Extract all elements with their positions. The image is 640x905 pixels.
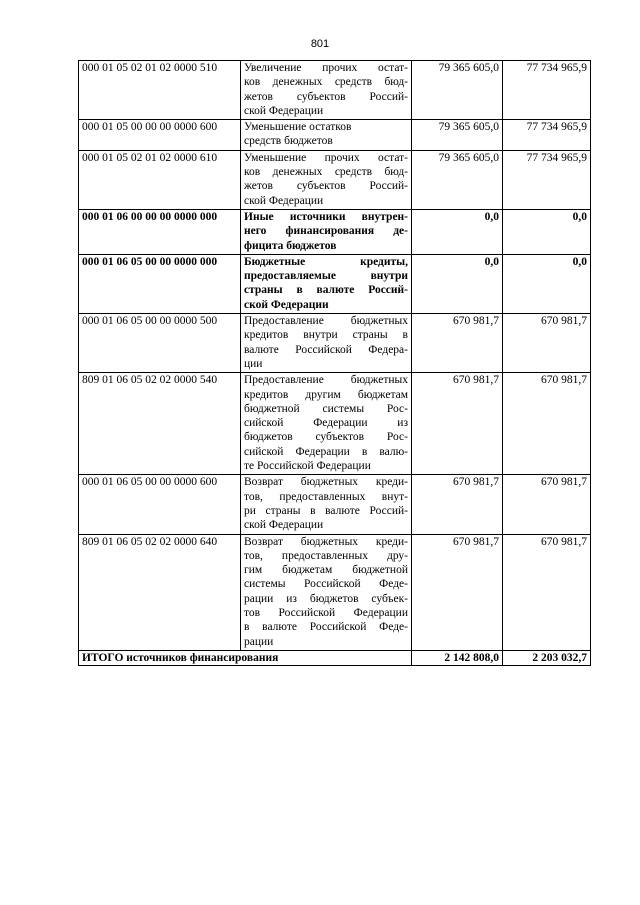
amount-year-1: 79 365 605,0	[412, 61, 503, 120]
budget-code: 000 01 06 00 00 00 0000 000	[79, 209, 241, 254]
source-name-line: жетов субъектов Россий-	[244, 90, 408, 103]
amount-year-2: 670 981,7	[503, 534, 591, 650]
source-name-line: ской Федерации	[244, 104, 324, 117]
source-name-line: страны в валюте Россий-	[244, 284, 408, 297]
source-name	[241, 254, 412, 313]
source-name-line: жетов субъектов Россий-	[244, 180, 408, 193]
amount-year-2: 0,0	[503, 209, 591, 254]
source-name-line: сийской Федерации из	[244, 417, 408, 430]
amount-year-1: 670 981,7	[412, 534, 503, 650]
total-year-2: 2 203 032,7	[503, 650, 591, 665]
source-name-line: рации	[244, 635, 274, 648]
budget-code: 809 01 06 05 02 02 0000 540	[79, 373, 241, 475]
amount-year-1: 0,0	[412, 209, 503, 254]
budget-code: 000 01 06 05 00 00 0000 000	[79, 254, 241, 313]
budget-code: 000 01 06 05 00 00 0000 600	[79, 475, 241, 534]
source-name-line: ков денежных средств бюд-	[244, 166, 408, 179]
budget-code: 000 01 06 05 00 00 0000 500	[79, 314, 241, 373]
table-body	[79, 61, 591, 666]
source-name-line: Возврат бюджетных креди-	[244, 535, 408, 548]
source-name	[241, 61, 412, 120]
table-row	[79, 150, 591, 209]
table-row	[79, 475, 591, 534]
source-name-line: Предоставление бюджетных	[244, 315, 408, 328]
total-year-1: 2 142 808,0	[412, 650, 503, 665]
amount-year-2: 77 734 965,9	[503, 150, 591, 209]
source-name-line: ков денежных средств бюд-	[244, 76, 408, 89]
amount-year-1: 670 981,7	[412, 373, 503, 475]
source-name-line: бюджетов субъектов Рос-	[244, 431, 408, 444]
table-row	[79, 314, 591, 373]
table-row	[79, 254, 591, 313]
table-row	[79, 209, 591, 254]
source-name-line: тов Российской Федерации	[244, 606, 408, 619]
source-name	[241, 120, 412, 151]
source-name-line: рации из бюджетов субъек-	[244, 592, 408, 605]
source-name-line: те Российской Федерации	[244, 460, 371, 473]
amount-year-2: 77 734 965,9	[503, 120, 591, 151]
table-row	[79, 120, 591, 151]
source-name-line: Увеличение прочих остат-	[244, 62, 408, 74]
page-number: 801	[310, 38, 330, 50]
source-name-line: гим бюджетам бюджетной	[244, 564, 408, 577]
amount-year-1: 79 365 605,0	[412, 150, 503, 209]
source-name	[241, 314, 412, 373]
amount-year-2: 670 981,7	[503, 373, 591, 475]
source-name	[241, 475, 412, 534]
source-name-line: Иные источники внутрен-	[244, 210, 408, 223]
source-name-line: фицита бюджетов	[244, 239, 337, 252]
source-name-line: Уменьшение прочих остат-	[244, 151, 408, 164]
source-name-line: Предоставление бюджетных	[244, 374, 408, 387]
budget-code: 809 01 06 05 02 02 0000 640	[79, 534, 241, 650]
amount-year-1: 79 365 605,0	[412, 120, 503, 151]
source-name-line: кредитов другим бюджетам	[244, 388, 408, 401]
source-name-line: валюте Российской Федера-	[244, 343, 408, 356]
budget-code: 000 01 05 02 01 02 0000 510	[79, 61, 241, 120]
source-name	[241, 150, 412, 209]
source-name-line: него финансирования де-	[244, 225, 408, 238]
budget-code: 000 01 05 02 01 02 0000 610	[79, 150, 241, 209]
source-name-line: сийской Федерации в валю-	[244, 445, 408, 458]
total-row	[79, 650, 591, 665]
source-name-line: средств бюджетов	[244, 135, 333, 148]
source-name	[241, 534, 412, 650]
source-name-line: бюджетной системы Рос-	[244, 402, 408, 415]
source-name-line: ции	[244, 357, 263, 370]
source-name-line: в валюте Российской Феде-	[244, 621, 408, 634]
source-name-line: системы Российской Феде-	[244, 578, 408, 591]
source-name-line: предоставляемые внутри	[244, 270, 408, 283]
source-name-line: ской Федерации	[244, 194, 324, 207]
amount-year-2: 0,0	[503, 254, 591, 313]
source-name-line: ри страны в валюте Россий-	[244, 504, 408, 517]
source-name-line: Уменьшение остатков	[244, 121, 352, 134]
total-label: ИТОГО источников финансирования	[79, 650, 412, 665]
amount-year-1: 0,0	[412, 254, 503, 313]
table-row	[79, 61, 591, 120]
source-name	[241, 209, 412, 254]
source-name	[241, 373, 412, 475]
amount-year-2: 77 734 965,9	[503, 61, 591, 120]
amount-year-1: 670 981,7	[412, 314, 503, 373]
table-row	[79, 534, 591, 650]
source-name-line: ской Федерации	[244, 519, 324, 532]
source-name-line: Бюджетные кредиты,	[244, 255, 408, 268]
source-name-line: кредитов внутри страны в	[244, 329, 408, 342]
source-name-line: Возврат бюджетных креди-	[244, 476, 408, 489]
amount-year-2: 670 981,7	[503, 475, 591, 534]
budget-sources-table	[78, 60, 591, 666]
amount-year-2: 670 981,7	[503, 314, 591, 373]
amount-year-1: 670 981,7	[412, 475, 503, 534]
source-name-line: тов, предоставленных дру-	[244, 549, 408, 562]
budget-code: 000 01 05 00 00 00 0000 600	[79, 120, 241, 151]
source-name-line: тов, предоставленных внут-	[244, 490, 408, 503]
table-row	[79, 373, 591, 475]
source-name-line: ской Федерации	[244, 298, 329, 311]
